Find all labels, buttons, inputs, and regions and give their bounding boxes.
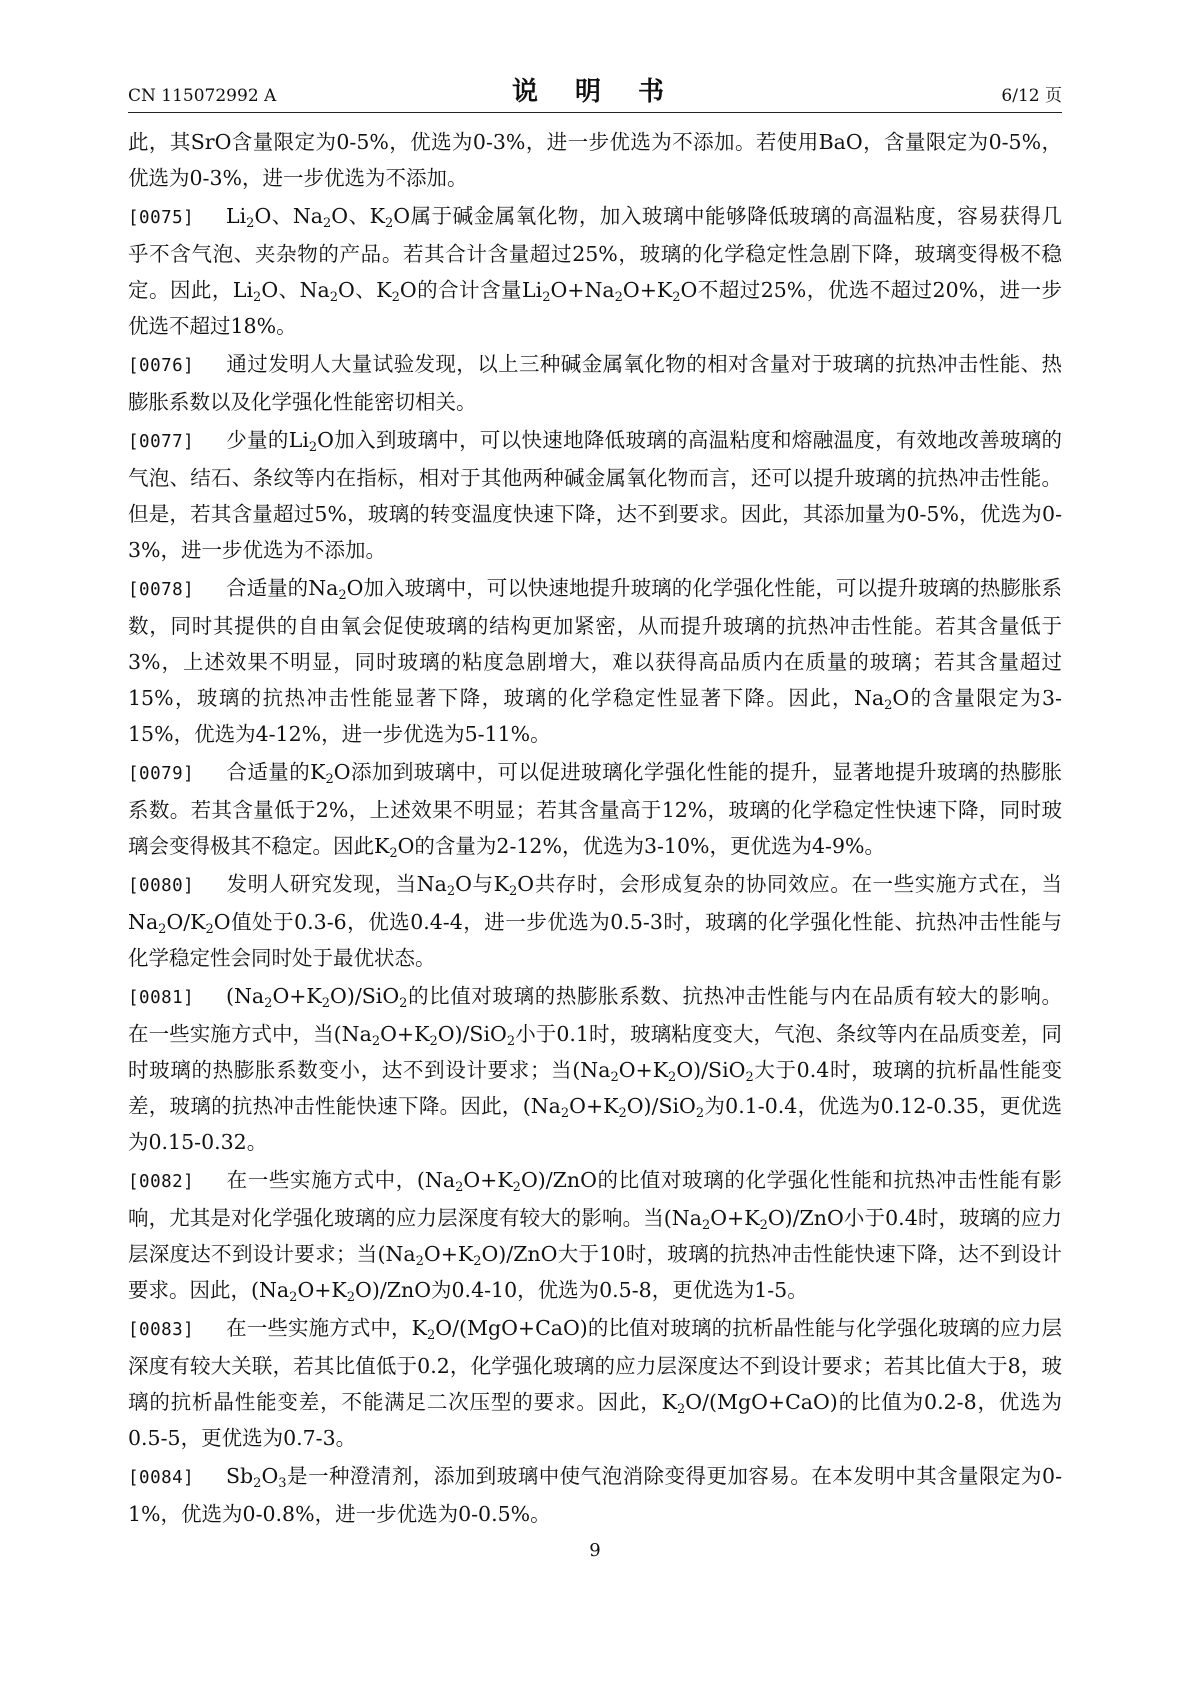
paragraph-number: [0077] xyxy=(128,432,195,452)
paragraph-text: 在一些实施方式中，$K_2O/(MgO+CaO)$的比值对玻璃的抗析晶性能与化学强化玻璃的应力层深度有较大关联，若其比值低于0.2，化学强化玻璃的应力层深度达不到设计要求；若其比值大于8，玻璃的抗析晶性能变差，不能满足二次压型的要求。因此，$K_2O/(MgO+CaO)$的比值为0.2-8，优选为0.5-5，更优选为0.7-3。 xyxy=(128,1316,1062,1450)
publication-number: CN 115072992 A xyxy=(128,86,277,106)
paragraph-text: 通过发明人大量试验发现，以上三种碱金属氧化物的相对含量对于玻璃的抗热冲击性能、热膨胀系数以及化学强化性能密切相关。 xyxy=(128,352,1062,414)
paragraph-text: $Sb_2O_3$是一种澄清剂，添加到玻璃中使气泡消除变得更加容易。在本发明中其含量限定为0-1%，优选为0-0.8%，进一步优选为0-0.5%。 xyxy=(128,1464,1062,1526)
paragraph xyxy=(128,1162,1062,1308)
paragraph-text: 少量的$Li_2O$加入到玻璃中，可以快速地降低玻璃的高温粘度和熔融温度，有效地改善玻璃的气泡、结石、条纹等内在指标，相对于其他两种碱金属氧化物而言，还可以提升玻璃的抗热冲击性能。但是，若其含量超过5%，玻璃的转变温度快速下降，达不到要求。因此，其添加量为0-5%，优选为0-3%，进一步优选为不添加。 xyxy=(128,428,1062,562)
paragraph xyxy=(128,978,1062,1160)
paragraph xyxy=(128,124,1062,196)
paragraph xyxy=(128,1310,1062,1456)
paragraph-number: [0080] xyxy=(128,876,195,896)
paragraph xyxy=(128,570,1062,752)
paragraph-text: 发明人研究发现，当$Na_2O$与$K_2O$共存时，会形成复杂的协同效应。在一些实施方式在，当$Na_2O/K_2O$值处于0.3-6，优选0.4-4，进一步优选为0.5-3时，玻璃的化学强化性能、抗热冲击性能与化学稳定性会同时处于最优状态。 xyxy=(128,872,1062,970)
paragraph-text: 在一些实施方式中，$(Na_2O+K_2O)$/ZnO的比值对玻璃的化学强化性能和抗热冲击性能有影响，尤其是对化学强化玻璃的应力层深度有较大的影响。当$(Na_2O+K_2O)$/ZnO小于0.4时，玻璃的应力层深度达不到设计要求；当$(Na_2O+K_2O)$/ZnO大于10时，玻璃的抗热冲击性能快速下降，达不到设计要求。因此，$(Na_2O+K_2O)$/ZnO为0.4-10，优选为0.5-8，更优选为1-5。 xyxy=(128,1168,1062,1305)
paragraph-number: [0083] xyxy=(128,1320,195,1340)
paragraph xyxy=(128,1458,1062,1532)
paragraph xyxy=(128,754,1062,864)
paragraph-number: [0078] xyxy=(128,580,195,600)
paragraph xyxy=(128,422,1062,568)
paragraph xyxy=(128,346,1062,420)
page-indicator: 6/12 页 xyxy=(1001,86,1062,106)
paragraph-number: [0084] xyxy=(128,1468,195,1488)
paragraph-number: [0076] xyxy=(128,356,195,376)
paragraph-number: [0082] xyxy=(128,1172,195,1192)
page-header xyxy=(128,70,1062,110)
paragraph-number: [0075] xyxy=(128,208,195,228)
paragraph-number: [0079] xyxy=(128,764,195,784)
paragraph-text: 此，其SrO含量限定为0-5%，优选为0-3%，进一步优选为不添加。若使用BaO，含量限定为0-5%，优选为0-3%，进一步优选为不添加。 xyxy=(128,130,1062,190)
paragraph-text: $(Na_2O+K_2O)/SiO_2$的比值对玻璃的热膨胀系数、抗热冲击性能与内在品质有较大的影响。在一些实施方式中，当$(Na_2O+K_2O)/SiO_2$小于0.1时，玻璃粘度变大，气泡、条纹等内在品质变差，同时玻璃的热膨胀系数变小，达不到设计要求；当$(Na_2O+K_2O)/SiO_2$大于0.4时，玻璃的抗析晶性能变差，玻璃的抗热冲击性能快速下降。因此，$(Na_2O+K_2O)/SiO_2$为0.1-0.4，优选为0.12-0.35，更优选为0.15-0.32。 xyxy=(128,984,1063,1154)
paragraph-text: 合适量的$Na_2O$加入玻璃中，可以快速地提升玻璃的化学强化性能，可以提升玻璃的热膨胀系数，同时其提供的自由氧会促使玻璃的结构更加紧密，从而提升玻璃的抗热冲击性能。若其含量低于3%，上述效果不明显，同时玻璃的粘度急剧增大，难以获得高品质内在质量的玻璃；若其含量超过15%，玻璃的抗热冲击性能显著下降，玻璃的化学稳定性显著下降。因此，$Na_2O$的含量限定为3-15%，优选为4-12%，进一步优选为5-11%。 xyxy=(128,576,1062,746)
paragraph-text: 合适量的$K_2O$添加到玻璃中，可以促进玻璃化学强化性能的提升，显著地提升玻璃的热膨胀系数。若其含量低于2%，上述效果不明显；若其含量高于12%，玻璃的化学稳定性快速下降，同时玻璃会变得极其不稳定。因此$K_2O$的含量为2-12%，优选为3-10%，更优选为4-9%。 xyxy=(128,760,1062,861)
paragraph-number: [0081] xyxy=(128,988,195,1008)
page-number: 9 xyxy=(589,1540,601,1561)
paragraph xyxy=(128,866,1062,976)
paragraph-text: $Li_2O$、$Na_2O$、$K_2O$属于碱金属氧化物，加入玻璃中能够降低玻璃的高温粘度，容易获得几乎不含气泡、夹杂物的产品。若其合计含量超过25%，玻璃的化学稳定性急剧下降，玻璃变得极不稳定。因此，$Li_2O$、$Na_2O$、$K_2O$的合计含量$Li_2O+Na_2O+K_2O$不超过25%，优选不超过20%，进一步优选不超过18%。 xyxy=(128,204,1063,338)
header-divider xyxy=(128,112,1062,113)
paragraph xyxy=(128,198,1062,344)
document-title: 说 明 书 xyxy=(511,77,679,107)
document-body xyxy=(128,124,1062,1534)
